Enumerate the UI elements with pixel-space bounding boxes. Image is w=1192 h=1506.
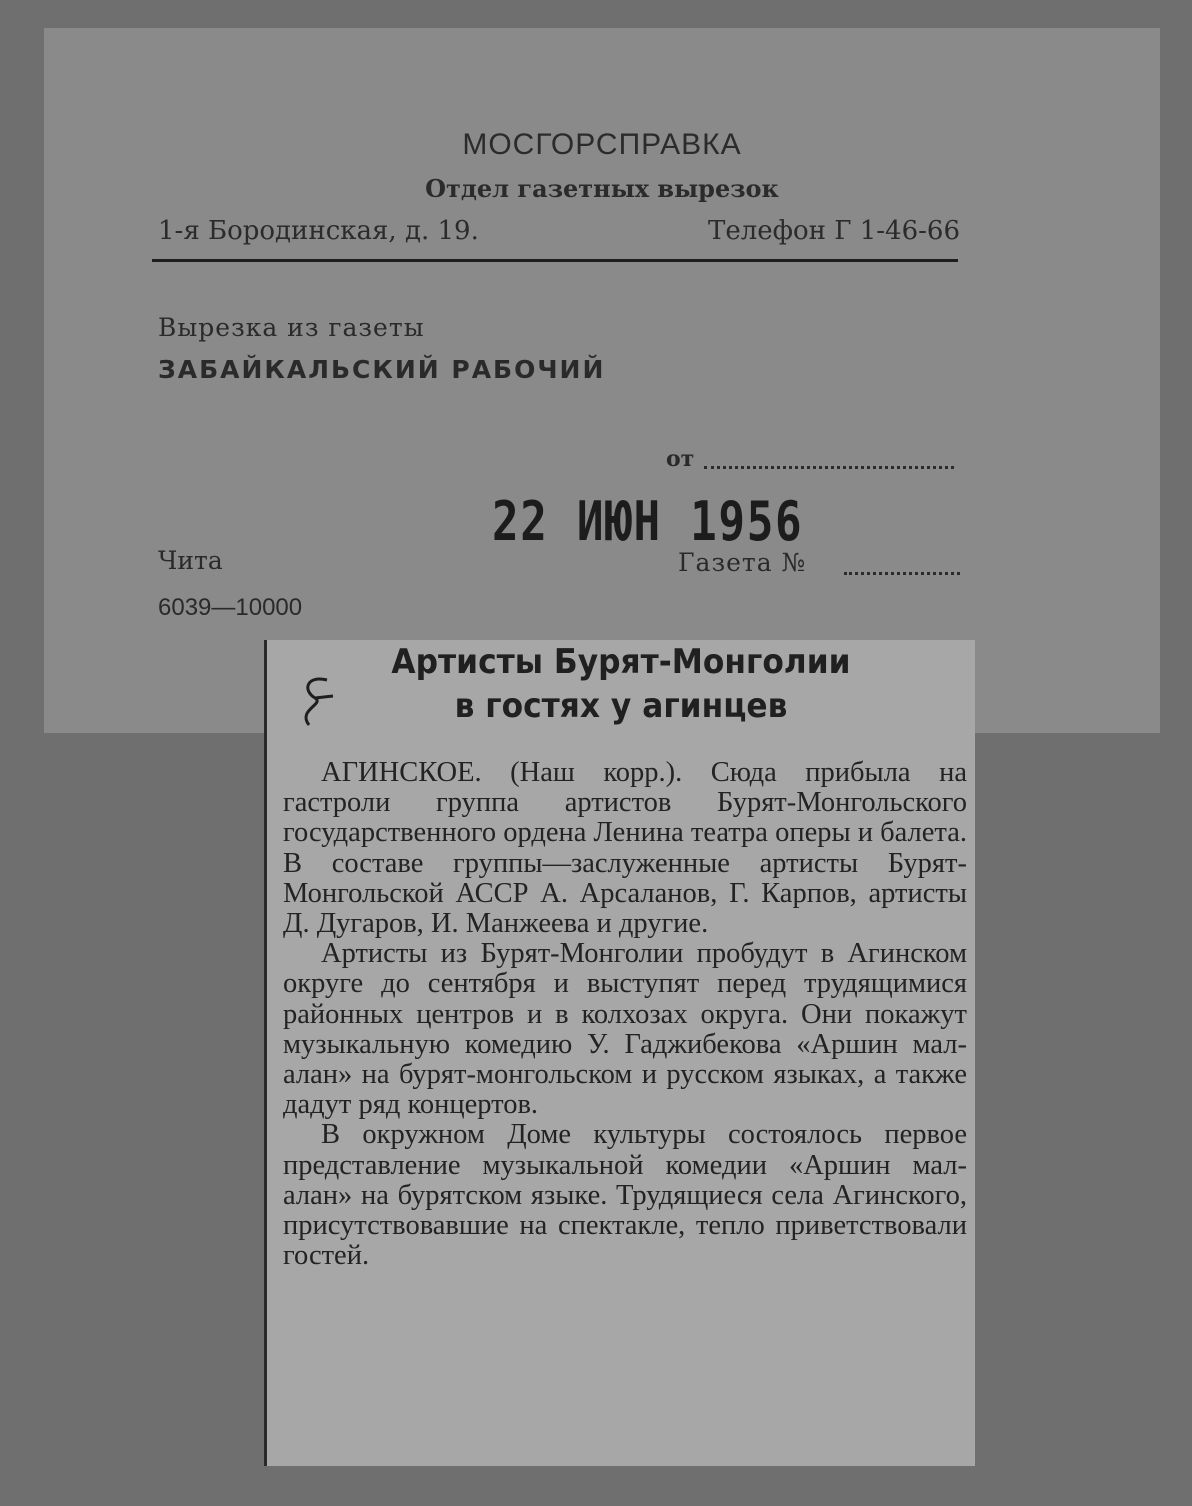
date-dotted-line xyxy=(704,446,954,469)
city-name: Чита xyxy=(158,546,223,575)
article-paragraph-2: Артисты из Бурят-Монголии пробудут в Агинском округе до сентября и выступят перед трудящимися районных центров и в колхозах округа. Они покажут музыкальную комедию У. Гаджибекова «Аршин мал-алан» на бурят-монгольском и русском языках, а также дадут ряд концертов. xyxy=(283,938,967,1121)
date-stamp: 22 ИЮН 1956 xyxy=(492,490,804,553)
clipping-form xyxy=(44,28,1160,733)
organization-name: МОСГОРСПРАВКА xyxy=(462,128,742,161)
from-label: от xyxy=(666,446,695,472)
phone-number: Телефон Г 1-46-66 xyxy=(708,216,960,246)
header-divider xyxy=(152,259,958,262)
headline-line-2: в гостях у агинцев xyxy=(454,686,788,726)
clip-from-label: Вырезка из газеты xyxy=(158,313,425,342)
article-paragraph-1 xyxy=(283,758,967,939)
issue-dotted-line xyxy=(844,552,960,575)
print-code: 6039—10000 xyxy=(158,594,303,621)
issue-number-label: Газета № xyxy=(678,548,807,577)
headline-line-1: Артисты Бурят-Монголии xyxy=(391,642,851,682)
article-headline xyxy=(267,640,975,728)
article-body xyxy=(283,758,967,1271)
address: 1-я Бородинская, д. 19. xyxy=(158,216,479,246)
department-name: Отдел газетных вырезок xyxy=(425,174,779,203)
newspaper-clipping xyxy=(264,640,975,1466)
newspaper-name: ЗАБАЙКАЛЬСКИЙ РАБОЧИЙ xyxy=(158,355,606,384)
article-paragraph-3: В окружном Доме культуры состоялось первое представление музыкальной комедии «Аршин мал-алан» на бурятском языке. Трудящиеся села Агинского, присутствовавшие на спектакле, тепло приветствовали гостей. xyxy=(283,1119,967,1272)
paragraph-1-text: Сюда прибыла на гастроли группа артистов Бурят-Монгольского государственного ордена Ленина театра оперы и балета. В составе группы—заслуженные артисты Бурят-Монгольской АССР А. Арсаланов, Г. Карпов, артисты Д. Дугаров, И. Манжеева и другие. xyxy=(283,757,967,940)
dateline: АГИНСКОЕ. (Наш корр.). xyxy=(321,757,683,788)
